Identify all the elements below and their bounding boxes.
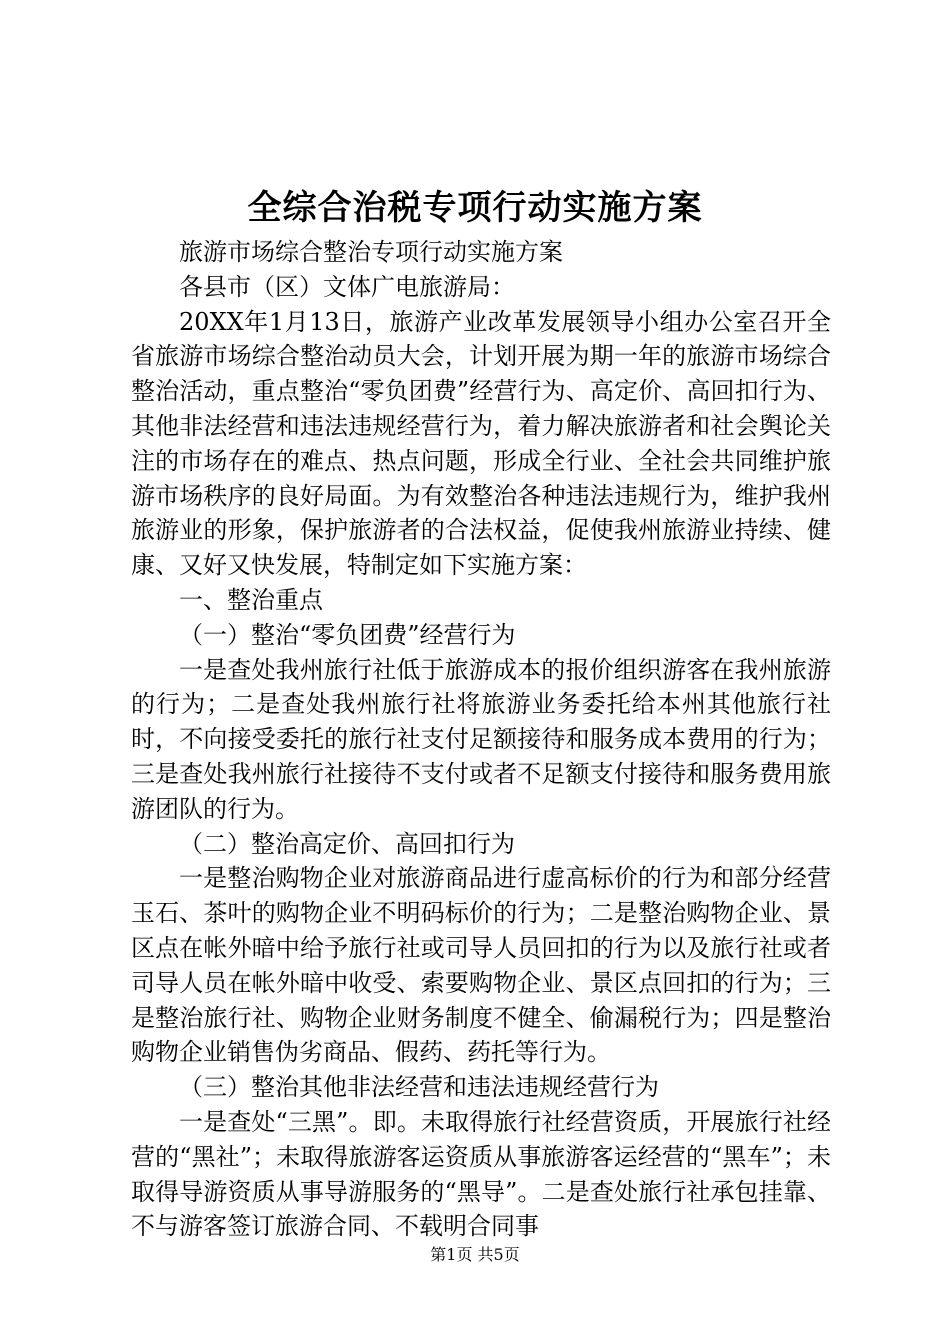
document-body [131,235,831,1244]
paragraph-addressee: 各县市（区）文体广电旅游局： [179,272,515,301]
paragraph-body: 一是查处“三黑”。即。未取得旅行社经营资质，开展旅行社经营的“黑社”；未取得旅游客运资质从事旅游客运经营的“黑车”；未取得导游资质从事导游服务的“黑导”。二是查处旅行社承包挂靠、不与游客签订旅游合同、不载明合同事 [131,1107,831,1241]
paragraph-intro: 20XX年1月13日，旅游产业改革发展领导小组办公室召开全省旅游市场综合整治动员大会，计划开展为期一年的旅游市场综合整治活动，重点整治“零负团费”经营行为、高定价、高回扣行为、其他非法经营和违法违规经营行为，着力解决旅游者和社会舆论关注的市场存在的难点、热点问题，形成全行业、全社会共同维护旅游市场秩序的良好局面。为有效整治各种违法违规行为，维护我州旅游业的形象，保护旅游者的合法权益，促使我州旅游业持续、健康、又好又快发展，特制定如下实施方案： [131,307,831,580]
paragraph-subtitle: 旅游市场综合整治专项行动实施方案 [179,238,563,266]
subsection-heading: （一）整治“零负团费”经营行为 [179,620,516,649]
subsection-heading: （二）整治高定价、高回扣行为 [179,829,515,858]
paragraph-body: 一是整治购物企业对旅游商品进行虚高标价的行为和部分经营玉石、茶叶的购物企业不明码标价的行为；二是整治购物企业、景区点在帐外暗中给予旅行社或司导人员回扣的行为以及旅行社或者司导人员在帐外暗中收受、索要购物企业、景区点回扣的行为；三是整治旅行社、购物企业财务制度不健全、偷漏税行为；四是整治购物企业销售伪劣商品、假药、药托等行为。 [131,864,831,1067]
document-title: 全综合治税专项行动实施方案 [247,188,703,228]
subsection-heading: （三）整治其他非法经营和违法违规经营行为 [179,1073,659,1102]
section-heading: 一、整治重点 [179,585,323,614]
paragraph-body: 一是查处我州旅行社低于旅游成本的报价组织游客在我州旅游的行为；二是查处我州旅行社将旅游业务委托给本州其他旅行社时，不向接受委托的旅行社支付足额接待和服务成本费用的行为；三是查处我州旅行社接待不支付或者不足额支付接待和服务费用旅游团队的行为。 [131,655,831,823]
page-number-footer: 第1页 共5页 [430,1245,520,1264]
